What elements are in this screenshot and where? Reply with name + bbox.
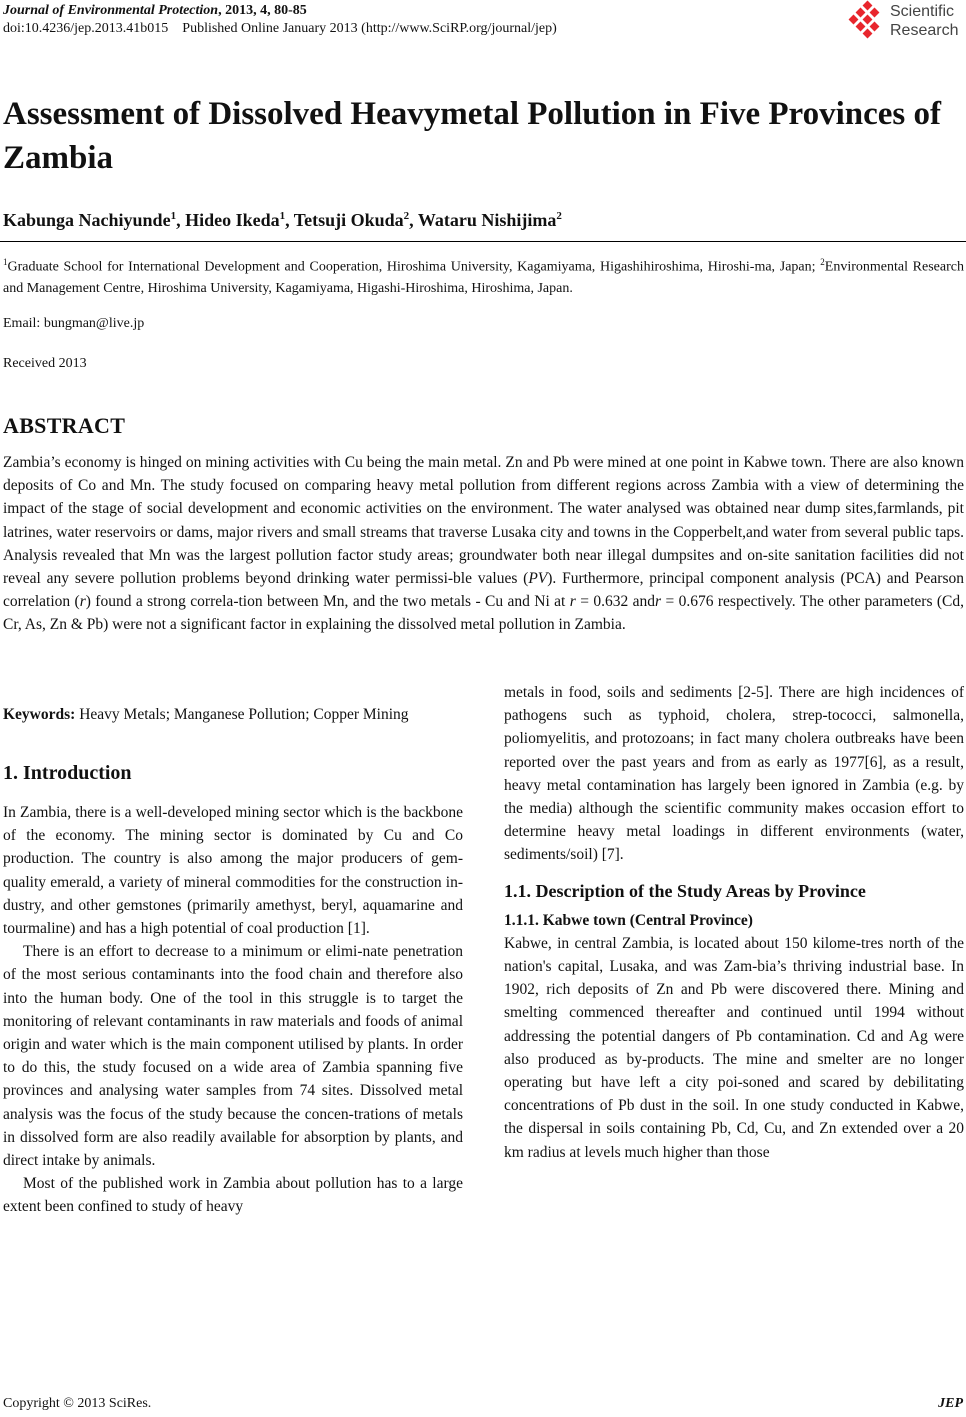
- author-list: Kabunga Nachiyunde$^1$, Hideo Ikeda$^1$, Tetsuji Okuda$^2$, Wataru Nishijima$^2$: [3, 210, 562, 230]
- received-date: Received 2013: [3, 356, 87, 371]
- paragraph: Most of the published work in Zambia about pollution has to a large extent been confined to study of heavy: [3, 1175, 463, 1216]
- paper-title: Assessment of Dissolved Heavymetal Pollution in Five Provinces of Zambia: [3, 96, 941, 176]
- abstract-heading: ABSTRACT: [3, 413, 126, 438]
- paragraph: Kabwe, in central Zambia, is located about 150 kilome-tres north of the nation's capital, Lusaka, and was Zam-bia’s thriving industrial base. In 1902, rich deposits of Zn and Pb were discovered there. Mining and smelting commenced thereafter and continued until 1994 without addressing the potential dangers of Pb contamination. Cd and Ag were also produced as by-products. The mine and smelter are no longer operating but have left a city poi-soned and scared by debilitating concentrations of Pb dust in the soil. In one study conducted in Kabwe, the dispersal in soils containing Pb, Cd, Cu, and Zn extended over a 20 km radius at levels much higher than those: [504, 934, 964, 1161]
- journal-volume: , 2013, 4, 80-85: [218, 3, 307, 18]
- keywords-text: Heavy Metals; Manganese Pollution; Copper Mining: [75, 706, 409, 723]
- doi: doi:10.4236/jep.2013.41b015: [3, 21, 169, 36]
- paragraph: metals in food, soils and sediments [2-5]. There are high incidences of pathogens such as typhoid, cholera, strep-tococci, salmonella, poliomyelitis, and protozoans; in fact many cholera outbreaks have been reported over the past years and from as early as 1977[6], as a result, heavy metal contamination has largely been ignored in Zambia (e.g. by the media) although the scientific community makes occasion effort to determine heavy metal loadings in different environments (water, sediments/soil) [7].: [504, 684, 964, 864]
- journal-name: Journal of Environmental Protection: [3, 3, 219, 18]
- paragraph: In Zambia, there is a well-developed mining sector which is the backbone of the economy. The mining sector is dominated by Cu and Co production. The country is also among the major producers of gem-quality emerald, a variety of mineral commodities for the construction in-dustry, and other gemstones (primarily amethyst, beryl, aquamarine and tourmaline) and has a high potential of coal production [1].: [3, 804, 463, 938]
- logo-icon: [848, 0, 888, 40]
- author: Tetsuji Okuda: [293, 210, 404, 230]
- logo-text: Scientific Research: [890, 3, 959, 39]
- doi-line: [3, 21, 557, 37]
- journal-abbr: JEP: [938, 1396, 963, 1411]
- left-column: [3, 801, 463, 1219]
- email[interactable]: Email: bungman@live.jp: [3, 316, 145, 331]
- author: Kabunga Nachiyunde: [3, 210, 171, 230]
- abstract-body: Zambia’s economy is hinged on mining activities with Cu being the main metal. Zn and Pb were mined at one point in Kabwe town. There are also known deposits of Co and Mn. The study focused on comparing heavy metal pollution from different regions across Zambia with a view of determining the impact of the stage of social development and economic activities on the environment. The water analysed was obtained near dump sites,farmlands, pit latrines, water reservoirs or dams, major rivers and small streams that traverse Lusaka city and towns in the Copperbelt,and water from several public taps. Analysis revealed that Mn was the largest pollution factor study areas; groundwater both near illegal dumpsites and on-site sanitation facilities did not reveal any severe pollution problems beyond drinking water permissi-ble values (PV). Furthermore, principal component analysis (PCA) and Pearson correlation (r) found a strong correla-tion between Mn, and the two metals - Cu and Ni at r = 0.632 andr = 0.676 respectively. The other parameters (Cd, Cr, As, Zn & Pb) were not a significant factor in explaining the dissolved metal pollution in Zambia.: [3, 454, 965, 634]
- divider: [0, 241, 966, 242]
- journal-header: [3, 3, 307, 19]
- paragraph: There is an effort to decrease to a minimum or elimi-nate penetration of the most serious contaminants into the food chain and therefore also into the human body. One of the tool in this struggle is to target the monitoring of relevant contaminants in raw materials and foods of animal origin and water which is the main component utilised by plants. In order to do this, the study focused on a wide area of Zambia spanning five provinces and analysing water samples from 74 sites. Dissolved metal analysis was the focus of the study because the concen-trations of metals in dissolved form are also readily available for absorption by plants, and direct intake by animals.: [3, 943, 463, 1170]
- subsection-heading: 1.1. Description of the Study Areas by Province: [504, 880, 866, 901]
- subsubsection-heading: 1.1.1. Kabwe town (Central Province): [504, 911, 753, 929]
- section-heading: 1. Introduction: [3, 762, 132, 784]
- author: Hideo Ikeda: [185, 210, 280, 230]
- affiliations: $^1$Graduate School for International Development and Cooperation, Hiroshima University, Kagamiyama, Higashihiroshima, Hiroshi-ma, Japan; $^2$Environmental Research and Management Centre, Hiroshima University, Kagamiyama, Higashi-Hiroshima, Hiroshima, Japan.: [3, 257, 964, 296]
- keywords: [3, 706, 409, 724]
- copyright: Copyright © 2013 SciRes.: [3, 1396, 152, 1411]
- author: Wataru Nishijima: [417, 210, 557, 230]
- publisher-logo: [848, 0, 966, 44]
- published-info: Published Online January 2013 (http://www.SciRP.org/journal/jep): [182, 21, 557, 36]
- right-column: [504, 681, 964, 1164]
- keywords-label: Keywords:: [3, 706, 76, 723]
